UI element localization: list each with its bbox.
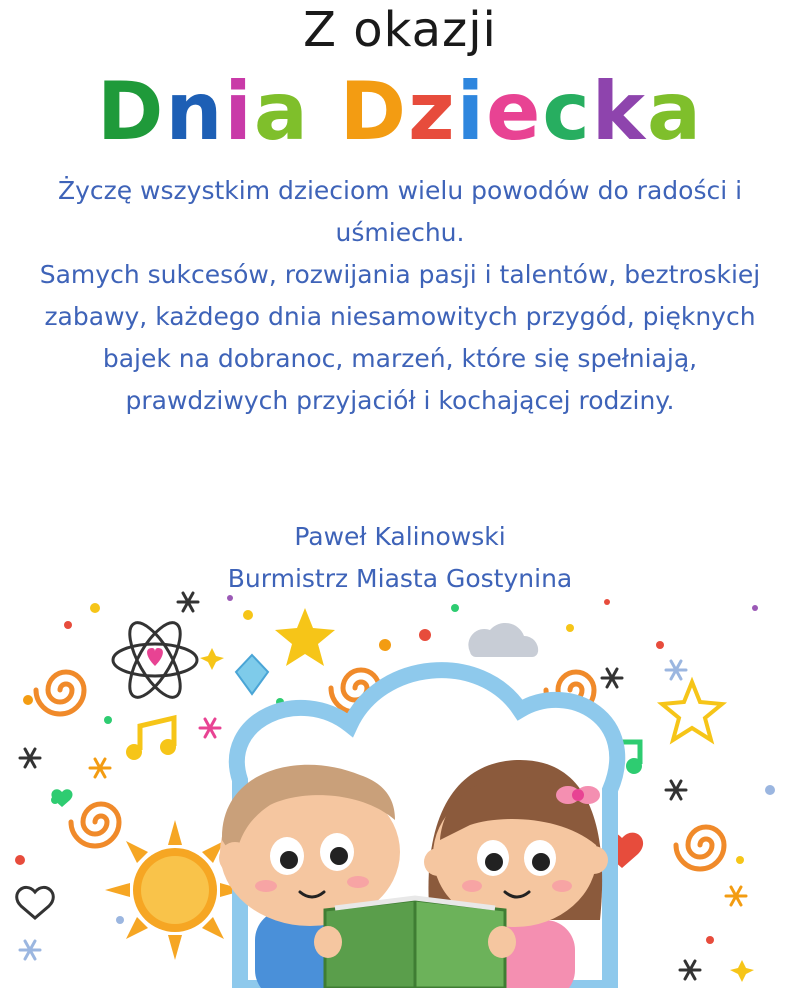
- atom-icon: [113, 616, 197, 705]
- heading-letter: D: [339, 65, 409, 158]
- signature: [0, 516, 800, 600]
- signature-name: Paweł Kalinowski: [294, 522, 506, 551]
- heading-letter: e: [486, 65, 543, 158]
- heading-letter: n: [165, 65, 225, 158]
- heading-letter: i: [456, 65, 487, 158]
- heading-big: [0, 62, 800, 162]
- children-illustration: [0, 590, 800, 988]
- greeting-message: [30, 170, 770, 422]
- heading-letter: i: [224, 65, 254, 158]
- illustration-svg: [0, 590, 800, 988]
- diamond-icon: [236, 655, 268, 694]
- greeting-paragraph-2: Samych sukcesów, rozwijania pasji i talentów, beztroskiej zabawy, każdego dnia niesamowitych przygód, pięknych bajek na dobranoc, marzeń, które się spełniają, prawdziwych przyjaciół i kochającej rodziny.: [39, 260, 761, 415]
- heading-letter: a: [646, 65, 703, 158]
- heading-letter: D: [97, 65, 166, 158]
- book-icon: [314, 898, 516, 988]
- heading-letter: k: [591, 65, 647, 158]
- heading-letter: c: [542, 65, 592, 158]
- heading-small: Z okazji: [303, 2, 497, 58]
- heading-letter: z: [408, 65, 457, 158]
- heading-letter: a: [253, 65, 310, 158]
- cloud-icon: [468, 623, 538, 657]
- greeting-paragraph-1: Życzę wszystkim dzieciom wielu powodów do radości i uśmiechu.: [57, 176, 743, 247]
- signature-title: Burmistrz Miasta Gostynina: [227, 564, 573, 593]
- heading-letter: [310, 62, 340, 162]
